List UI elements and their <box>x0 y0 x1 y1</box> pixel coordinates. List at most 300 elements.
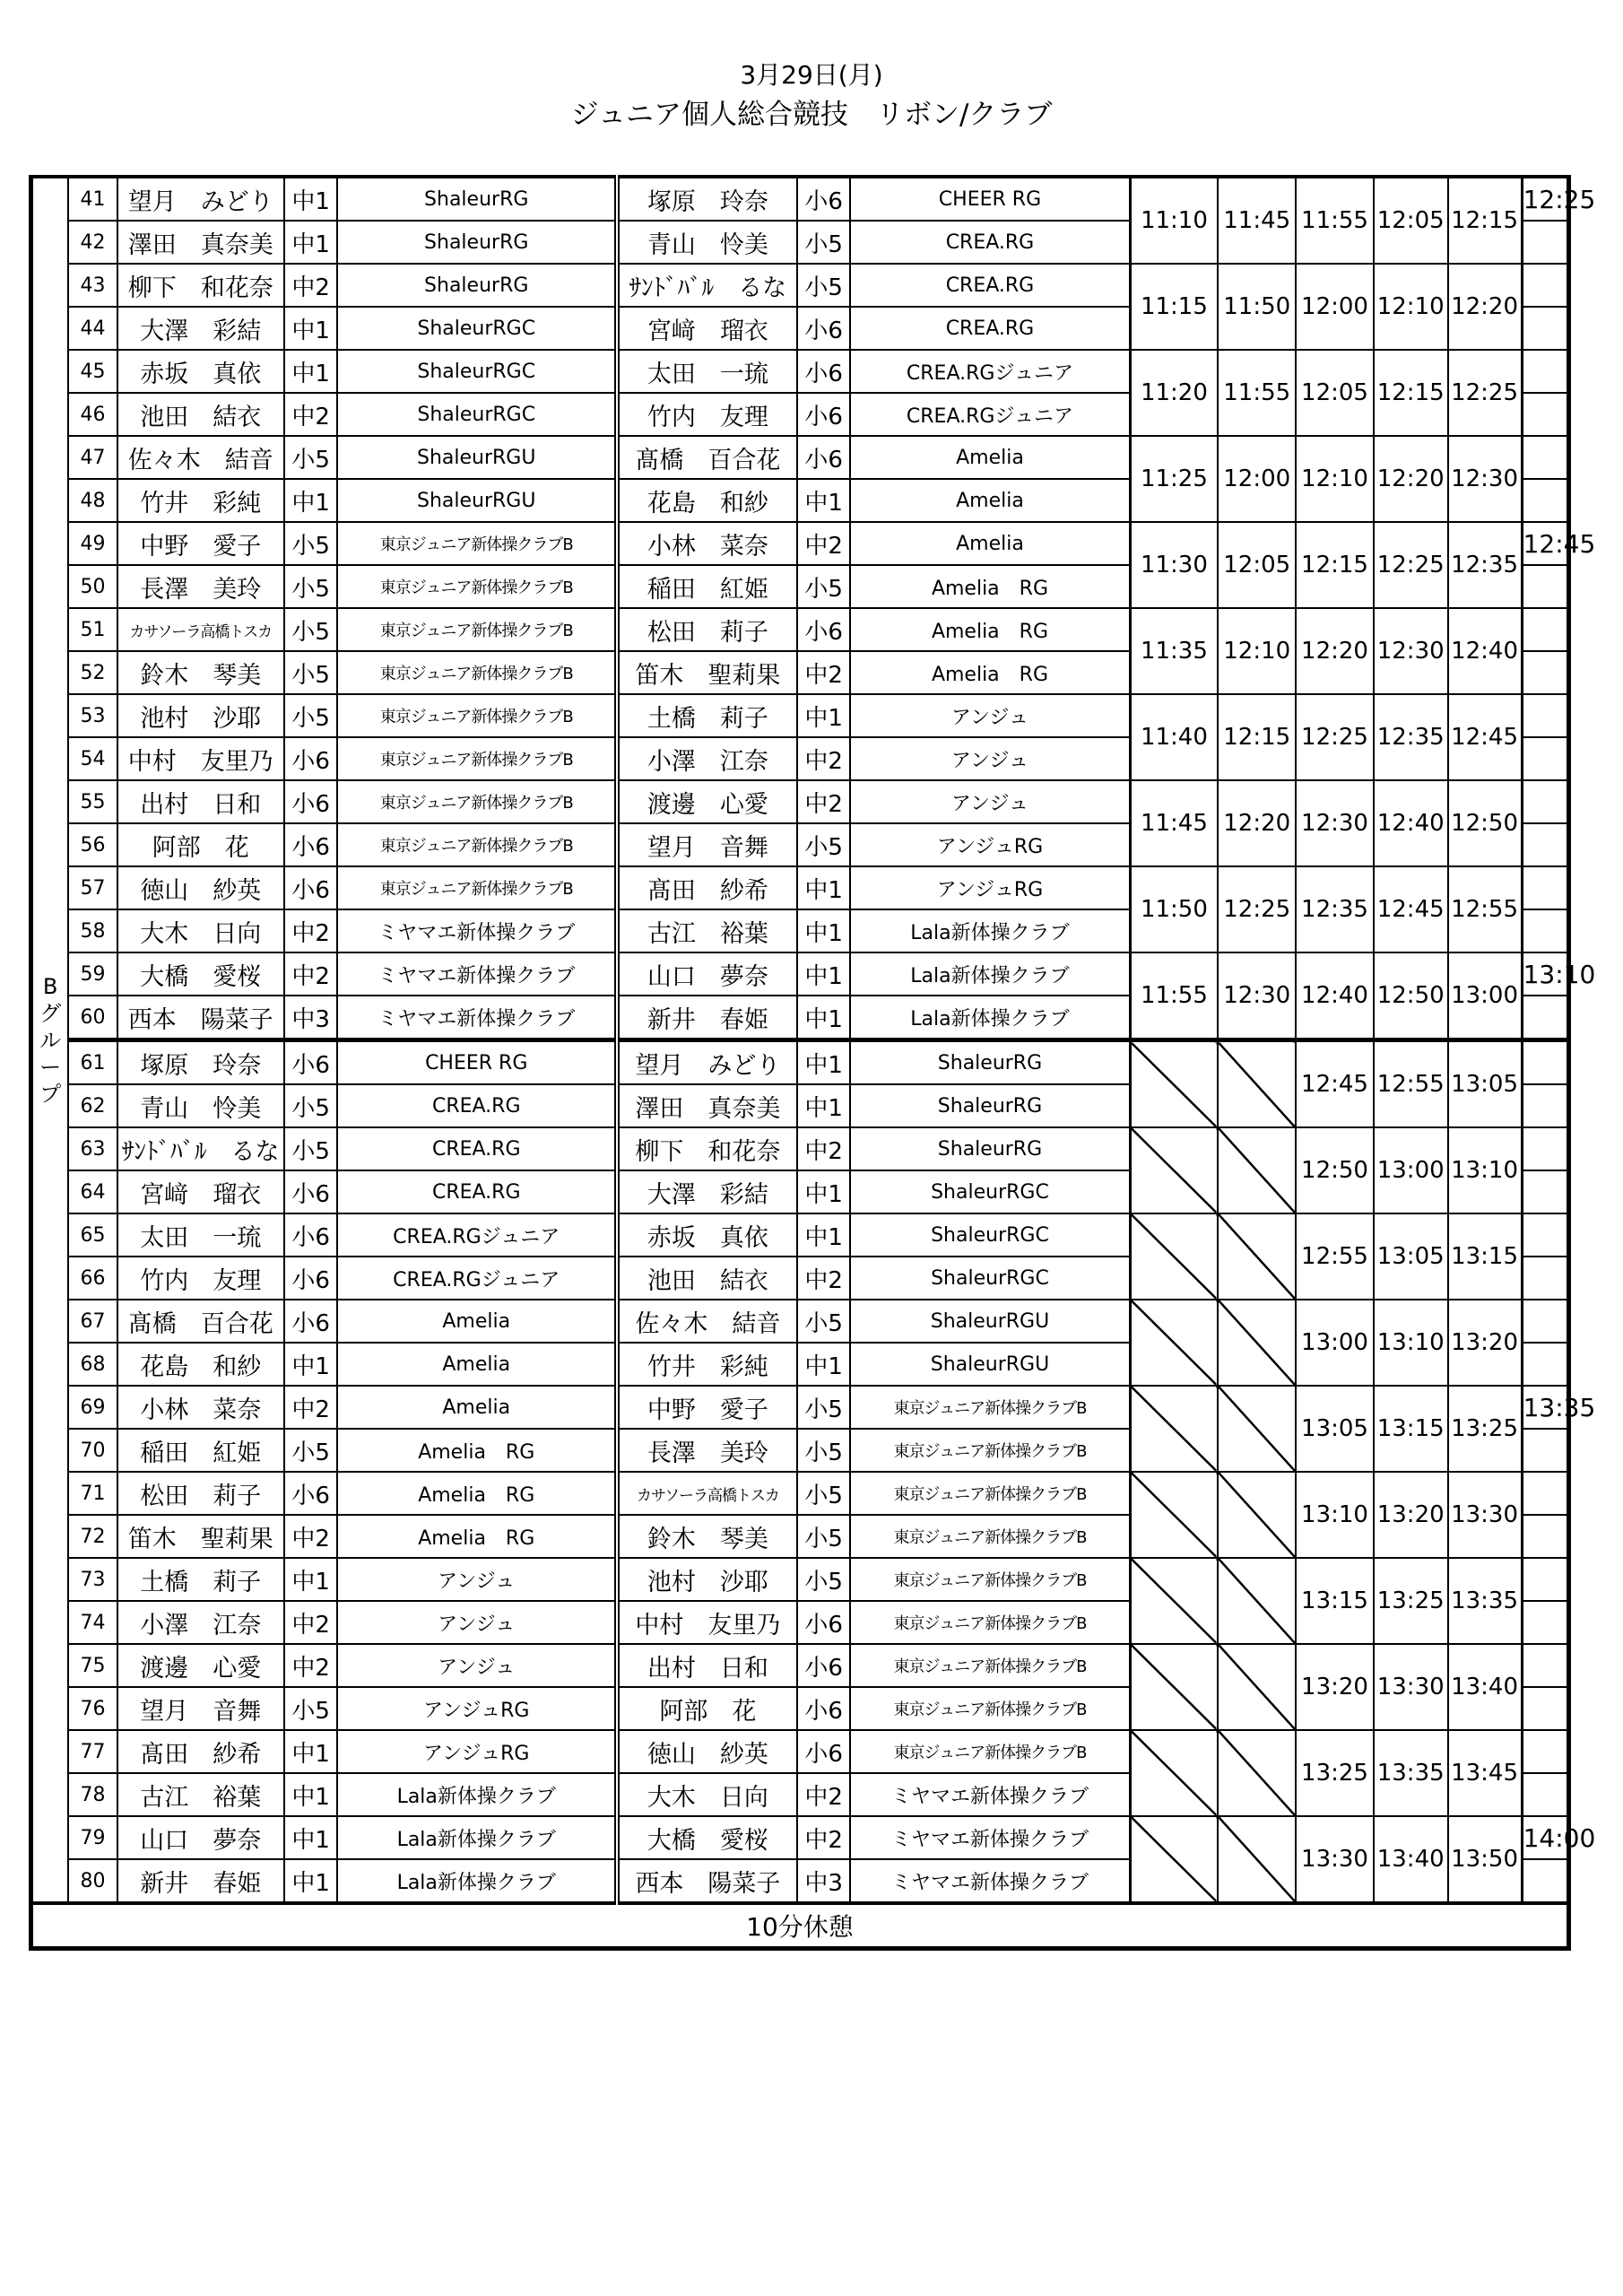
athlete-name-1: 宮﨑 瑠衣 <box>117 1170 284 1213</box>
club-1: 東京ジュニア新体操クラブB <box>337 608 617 651</box>
club-1: CREA.RG <box>337 1170 617 1213</box>
extra-time-cell <box>1522 1040 1568 1085</box>
time-cell: 13:30 <box>1448 1472 1523 1558</box>
time-cell: 11:45 <box>1130 780 1218 866</box>
grade-1: 中2 <box>284 952 338 996</box>
club-1: CHEER RG <box>337 1040 617 1085</box>
time-cell: 12:45 <box>1374 866 1448 952</box>
club-1: Lala新体操クラブ <box>337 1773 617 1816</box>
grade-2: 中3 <box>797 1859 851 1903</box>
extra-time-cell <box>1522 221 1568 264</box>
time-cell: 12:45 <box>1296 1040 1374 1128</box>
time-cell: 12:00 <box>1218 436 1296 522</box>
page-date: 3月29日(月) <box>740 60 883 90</box>
row-number: 72 <box>68 1515 117 1558</box>
athlete-name-1: 池田 結衣 <box>117 393 284 436</box>
grade-2: 中1 <box>797 1343 851 1386</box>
time-cell: 11:15 <box>1130 264 1218 350</box>
athlete-name-2: 髙田 紗希 <box>617 866 797 909</box>
club-1: 東京ジュニア新体操クラブB <box>337 522 617 565</box>
time-cell: 12:55 <box>1296 1213 1374 1300</box>
club-2: ミヤマエ新体操クラブ <box>850 1816 1130 1859</box>
time-cell: 12:25 <box>1296 694 1374 780</box>
club-1: CREA.RG <box>337 1084 617 1127</box>
table-row <box>31 177 1569 221</box>
time-cell: 13:35 <box>1374 1730 1448 1816</box>
time-cell: 13:05 <box>1296 1386 1374 1472</box>
athlete-name-2: 竹内 友理 <box>617 393 797 436</box>
time-cell: 13:00 <box>1448 952 1523 1040</box>
club-2: CREA.RG <box>850 264 1130 307</box>
athlete-name-2: ｻﾝﾄﾞﾊﾞﾙ るな <box>617 264 797 307</box>
club-2: 東京ジュニア新体操クラブB <box>850 1515 1130 1558</box>
club-2: 東京ジュニア新体操クラブB <box>850 1558 1130 1601</box>
extra-time-cell <box>1522 1084 1568 1127</box>
row-number: 67 <box>68 1300 117 1343</box>
extra-time-cell: 12:25 <box>1522 177 1568 221</box>
row-number: 58 <box>68 909 117 952</box>
grade-1: 小6 <box>284 1300 338 1343</box>
time-cell: 13:00 <box>1374 1127 1448 1213</box>
athlete-name-1: 髙橋 百合花 <box>117 1300 284 1343</box>
time-cell: 13:05 <box>1374 1213 1448 1300</box>
table-row <box>31 1730 1569 1773</box>
grade-2: 小5 <box>797 1386 851 1429</box>
time-cell: 13:30 <box>1296 1816 1374 1903</box>
athlete-name-2: 松田 莉子 <box>617 608 797 651</box>
extra-time-cell <box>1522 1343 1568 1386</box>
time-cell: 11:30 <box>1130 522 1218 608</box>
row-number: 52 <box>68 651 117 694</box>
table-row <box>31 1386 1569 1429</box>
group-label-cell <box>31 177 69 1903</box>
table-row <box>31 522 1569 565</box>
table-row <box>31 350 1569 393</box>
time-cell: 11:55 <box>1296 177 1374 264</box>
time-cell: 12:05 <box>1374 177 1448 264</box>
group-label-char: B <box>42 973 58 999</box>
athlete-name-1: 阿部 花 <box>117 823 284 866</box>
row-number: 68 <box>68 1343 117 1386</box>
grade-2: 小5 <box>797 264 851 307</box>
club-2: アンジュRG <box>850 823 1130 866</box>
table-row <box>31 952 1569 996</box>
athlete-name-1: 竹井 彩純 <box>117 479 284 522</box>
grade-2: 中1 <box>797 1084 851 1127</box>
athlete-name-2: 佐々木 結音 <box>617 1300 797 1343</box>
athlete-name-1: 徳山 紗英 <box>117 866 284 909</box>
extra-time-cell <box>1522 909 1568 952</box>
table-row <box>31 608 1569 651</box>
club-2: CREA.RG <box>850 221 1130 264</box>
grade-2: 小6 <box>797 436 851 479</box>
time-cell <box>1218 1300 1296 1386</box>
time-cell: 12:00 <box>1296 264 1374 350</box>
time-cell: 11:45 <box>1218 177 1296 264</box>
time-cell <box>1130 1644 1218 1730</box>
grade-2: 中1 <box>797 1040 851 1085</box>
time-cell: 12:50 <box>1374 952 1448 1040</box>
table-row <box>31 1300 1569 1343</box>
grade-1: 中2 <box>284 909 338 952</box>
row-number: 57 <box>68 866 117 909</box>
row-number: 42 <box>68 221 117 264</box>
time-cell: 13:15 <box>1448 1213 1523 1300</box>
time-cell: 11:10 <box>1130 177 1218 264</box>
grade-1: 小5 <box>284 522 338 565</box>
grade-2: 小5 <box>797 1515 851 1558</box>
athlete-name-1: 望月 音舞 <box>117 1687 284 1730</box>
grade-2: 中1 <box>797 694 851 737</box>
extra-time-cell <box>1522 1170 1568 1213</box>
table-row <box>31 1816 1569 1859</box>
athlete-name-2: 大木 日向 <box>617 1773 797 1816</box>
extra-time-cell <box>1522 1558 1568 1601</box>
club-2: Amelia <box>850 479 1130 522</box>
table-row <box>31 264 1569 307</box>
extra-time-cell <box>1522 1601 1568 1644</box>
club-1: Amelia <box>337 1300 617 1343</box>
time-cell: 13:30 <box>1374 1644 1448 1730</box>
club-2: Amelia RG <box>850 565 1130 608</box>
extra-time-cell: 12:45 <box>1522 522 1568 565</box>
club-1: ミヤマエ新体操クラブ <box>337 996 617 1040</box>
extra-time-cell <box>1522 1859 1568 1903</box>
row-number: 78 <box>68 1773 117 1816</box>
club-2: アンジュ <box>850 737 1130 780</box>
time-cell: 11:50 <box>1218 264 1296 350</box>
time-cell: 13:35 <box>1448 1558 1523 1644</box>
extra-time-cell <box>1522 1730 1568 1773</box>
time-cell <box>1130 1816 1218 1903</box>
table-row <box>31 1213 1569 1257</box>
grade-2: 中1 <box>797 479 851 522</box>
athlete-name-1: 新井 春姫 <box>117 1859 284 1903</box>
club-2: ShaleurRGU <box>850 1300 1130 1343</box>
athlete-name-2: 宮﨑 瑠衣 <box>617 307 797 350</box>
extra-time-cell <box>1522 780 1568 823</box>
athlete-name-1: 渡邊 心愛 <box>117 1644 284 1687</box>
schedule-body <box>31 177 1596 1949</box>
extra-time-cell: 13:10 <box>1522 952 1568 996</box>
club-2: CREA.RGジュニア <box>850 393 1130 436</box>
athlete-name-2: 柳下 和花奈 <box>617 1127 797 1170</box>
grade-2: 小6 <box>797 393 851 436</box>
grade-1: 小6 <box>284 1472 338 1515</box>
extra-time-cell <box>1522 1127 1568 1170</box>
row-number: 41 <box>68 177 117 221</box>
grade-1: 小6 <box>284 1040 338 1085</box>
club-1: アンジュRG <box>337 1730 617 1773</box>
athlete-name-2: 池田 結衣 <box>617 1257 797 1300</box>
grade-2: 中2 <box>797 780 851 823</box>
extra-time-cell <box>1522 823 1568 866</box>
time-cell: 12:40 <box>1374 780 1448 866</box>
athlete-name-1: 稲田 紅姫 <box>117 1429 284 1472</box>
extra-time-cell <box>1522 694 1568 737</box>
athlete-name-1: 松田 莉子 <box>117 1472 284 1515</box>
row-number: 56 <box>68 823 117 866</box>
grade-2: 小5 <box>797 1300 851 1343</box>
athlete-name-2: 長澤 美玲 <box>617 1429 797 1472</box>
club-2: Lala新体操クラブ <box>850 996 1130 1040</box>
time-cell: 12:35 <box>1374 694 1448 780</box>
time-cell <box>1130 1472 1218 1558</box>
row-number: 46 <box>68 393 117 436</box>
time-cell: 12:45 <box>1448 694 1523 780</box>
grade-2: 小5 <box>797 1472 851 1515</box>
grade-2: 中1 <box>797 1170 851 1213</box>
club-2: Lala新体操クラブ <box>850 909 1130 952</box>
athlete-name-1: 小澤 江奈 <box>117 1601 284 1644</box>
time-cell: 13:25 <box>1374 1558 1448 1644</box>
row-number: 66 <box>68 1257 117 1300</box>
row-number: 54 <box>68 737 117 780</box>
extra-time-cell <box>1522 1644 1568 1687</box>
club-1: Amelia RG <box>337 1515 617 1558</box>
extra-time-cell: 13:35 <box>1522 1386 1568 1429</box>
time-cell: 13:10 <box>1296 1472 1374 1558</box>
grade-2: 小5 <box>797 221 851 264</box>
row-number: 51 <box>68 608 117 651</box>
grade-1: 中1 <box>284 307 338 350</box>
row-number: 80 <box>68 1859 117 1903</box>
time-cell: 12:30 <box>1448 436 1523 522</box>
athlete-name-1: ｻﾝﾄﾞﾊﾞﾙ るな <box>117 1127 284 1170</box>
athlete-name-1: 池村 沙耶 <box>117 694 284 737</box>
club-1: CREA.RG <box>337 1127 617 1170</box>
extra-time-cell <box>1522 1300 1568 1343</box>
grade-2: 中1 <box>797 996 851 1040</box>
athlete-name-1: 出村 日和 <box>117 780 284 823</box>
athlete-name-1: 西本 陽菜子 <box>117 996 284 1040</box>
club-2: ShaleurRGC <box>850 1170 1130 1213</box>
time-cell <box>1130 1730 1218 1816</box>
club-1: 東京ジュニア新体操クラブB <box>337 780 617 823</box>
club-2: CREA.RGジュニア <box>850 350 1130 393</box>
time-cell <box>1130 1127 1218 1213</box>
row-number: 64 <box>68 1170 117 1213</box>
club-1: Amelia RG <box>337 1429 617 1472</box>
club-1: Lala新体操クラブ <box>337 1816 617 1859</box>
club-2: ShaleurRGU <box>850 1343 1130 1386</box>
row-number: 50 <box>68 565 117 608</box>
grade-2: 小6 <box>797 350 851 393</box>
grade-1: 中1 <box>284 1816 338 1859</box>
row-number: 75 <box>68 1644 117 1687</box>
time-cell: 13:15 <box>1296 1558 1374 1644</box>
extra-time-cell <box>1522 307 1568 350</box>
club-1: 東京ジュニア新体操クラブB <box>337 651 617 694</box>
row-number: 65 <box>68 1213 117 1257</box>
table-row <box>31 1644 1569 1687</box>
time-cell: 12:15 <box>1448 177 1523 264</box>
time-cell: 13:20 <box>1448 1300 1523 1386</box>
time-cell: 12:30 <box>1296 780 1374 866</box>
time-cell <box>1130 1213 1218 1300</box>
grade-1: 中1 <box>284 1773 338 1816</box>
row-number: 63 <box>68 1127 117 1170</box>
time-cell: 12:40 <box>1296 952 1374 1040</box>
extra-time-cell <box>1522 608 1568 651</box>
time-cell: 13:05 <box>1448 1040 1523 1128</box>
athlete-name-2: 鈴木 琴美 <box>617 1515 797 1558</box>
athlete-name-2: 古江 裕葉 <box>617 909 797 952</box>
row-number: 60 <box>68 996 117 1040</box>
extra-time-cell <box>1522 651 1568 694</box>
extra-time-cell <box>1522 737 1568 780</box>
grade-1: 中1 <box>284 1859 338 1903</box>
extra-time-cell: 14:00 <box>1522 1816 1568 1859</box>
time-cell: 12:25 <box>1448 350 1523 436</box>
club-2: ShaleurRGC <box>850 1257 1130 1300</box>
row-number: 55 <box>68 780 117 823</box>
athlete-name-2: 中野 愛子 <box>617 1386 797 1429</box>
grade-1: 小6 <box>284 1257 338 1300</box>
grade-2: 小6 <box>797 1730 851 1773</box>
time-cell: 11:20 <box>1130 350 1218 436</box>
athlete-name-1: 赤坂 真依 <box>117 350 284 393</box>
row-number: 61 <box>68 1040 117 1085</box>
grade-1: 小6 <box>284 1213 338 1257</box>
time-cell: 12:20 <box>1296 608 1374 694</box>
group-label-char: ー <box>39 1054 62 1080</box>
break-label: 10分休憩 <box>31 1903 1569 1949</box>
club-1: 東京ジュニア新体操クラブB <box>337 737 617 780</box>
athlete-name-2: 髙橋 百合花 <box>617 436 797 479</box>
time-cell: 12:35 <box>1296 866 1374 952</box>
athlete-name-1: 土橋 莉子 <box>117 1558 284 1601</box>
club-1: ShaleurRGU <box>337 479 617 522</box>
club-1: 東京ジュニア新体操クラブB <box>337 565 617 608</box>
club-1: ShaleurRG <box>337 221 617 264</box>
grade-1: 中2 <box>284 1601 338 1644</box>
time-cell: 12:25 <box>1374 522 1448 608</box>
time-cell: 13:10 <box>1374 1300 1448 1386</box>
grade-1: 小5 <box>284 1127 338 1170</box>
row-number: 44 <box>68 307 117 350</box>
club-1: 東京ジュニア新体操クラブB <box>337 866 617 909</box>
club-2: ShaleurRGC <box>850 1213 1130 1257</box>
grade-1: 中2 <box>284 1515 338 1558</box>
time-cell: 12:15 <box>1374 350 1448 436</box>
extra-time-cell <box>1522 479 1568 522</box>
time-cell <box>1218 1730 1296 1816</box>
table-row <box>31 780 1569 823</box>
club-2: CHEER RG <box>850 177 1130 221</box>
grade-1: 中1 <box>284 479 338 522</box>
athlete-name-2: 池村 沙耶 <box>617 1558 797 1601</box>
time-cell: 13:50 <box>1448 1816 1523 1903</box>
time-cell: 13:25 <box>1448 1386 1523 1472</box>
grade-1: 中2 <box>284 393 338 436</box>
athlete-name-1: 青山 怜美 <box>117 1084 284 1127</box>
time-cell: 12:20 <box>1448 264 1523 350</box>
grade-2: 小5 <box>797 1429 851 1472</box>
athlete-name-2: 渡邊 心愛 <box>617 780 797 823</box>
athlete-name-1: 佐々木 結音 <box>117 436 284 479</box>
athlete-name-2: 土橋 莉子 <box>617 694 797 737</box>
row-number: 70 <box>68 1429 117 1472</box>
club-1: ShaleurRGU <box>337 436 617 479</box>
time-cell: 11:55 <box>1218 350 1296 436</box>
athlete-name-2: 塚原 玲奈 <box>617 177 797 221</box>
grade-2: 中2 <box>797 522 851 565</box>
grade-2: 中1 <box>797 1213 851 1257</box>
athlete-name-1: 古江 裕葉 <box>117 1773 284 1816</box>
time-cell: 12:15 <box>1218 694 1296 780</box>
time-cell: 11:40 <box>1130 694 1218 780</box>
extra-time-cell <box>1522 1429 1568 1472</box>
row-number: 45 <box>68 350 117 393</box>
athlete-name-1: 長澤 美玲 <box>117 565 284 608</box>
grade-1: 小5 <box>284 1429 338 1472</box>
club-2: ShaleurRG <box>850 1040 1130 1085</box>
club-1: アンジュ <box>337 1644 617 1687</box>
row-number: 62 <box>68 1084 117 1127</box>
athlete-name-2: カサソーラ高橋トスカ <box>617 1472 797 1515</box>
club-1: Amelia <box>337 1386 617 1429</box>
club-1: ミヤマエ新体操クラブ <box>337 952 617 996</box>
time-cell: 13:25 <box>1296 1730 1374 1816</box>
athlete-name-2: 花島 和紗 <box>617 479 797 522</box>
time-cell: 12:05 <box>1296 350 1374 436</box>
time-cell <box>1218 1040 1296 1128</box>
time-cell: 13:00 <box>1296 1300 1374 1386</box>
club-1: アンジュ <box>337 1558 617 1601</box>
extra-time-cell <box>1522 1257 1568 1300</box>
athlete-name-2: 小澤 江奈 <box>617 737 797 780</box>
row-number: 77 <box>68 1730 117 1773</box>
club-1: ShaleurRG <box>337 177 617 221</box>
time-cell: 11:50 <box>1130 866 1218 952</box>
athlete-name-2: 稲田 紅姫 <box>617 565 797 608</box>
grade-1: 小5 <box>284 651 338 694</box>
row-number: 79 <box>68 1816 117 1859</box>
time-cell: 12:10 <box>1374 264 1448 350</box>
club-2: Amelia <box>850 522 1130 565</box>
extra-time-cell <box>1522 996 1568 1040</box>
row-number: 74 <box>68 1601 117 1644</box>
athlete-name-1: 望月 みどり <box>117 177 284 221</box>
page-title: ジュニア個人総合競技 リボン/クラブ <box>570 99 1053 131</box>
athlete-name-2: 赤坂 真依 <box>617 1213 797 1257</box>
athlete-name-1: 竹内 友理 <box>117 1257 284 1300</box>
athlete-name-1: 髙田 紗希 <box>117 1730 284 1773</box>
grade-1: 中1 <box>284 350 338 393</box>
grade-1: 小6 <box>284 1170 338 1213</box>
time-cell: 11:55 <box>1130 952 1218 1040</box>
club-1: Amelia RG <box>337 1472 617 1515</box>
time-cell <box>1218 1816 1296 1903</box>
grade-1: 小6 <box>284 737 338 780</box>
grade-1: 中2 <box>284 264 338 307</box>
grade-2: 中1 <box>797 952 851 996</box>
row-number: 48 <box>68 479 117 522</box>
row-number: 59 <box>68 952 117 996</box>
grade-2: 小5 <box>797 1558 851 1601</box>
athlete-name-2: 西本 陽菜子 <box>617 1859 797 1903</box>
time-cell <box>1130 1300 1218 1386</box>
time-cell: 12:20 <box>1218 780 1296 866</box>
grade-2: 小6 <box>797 307 851 350</box>
club-2: アンジュ <box>850 694 1130 737</box>
athlete-name-1: 大澤 彩結 <box>117 307 284 350</box>
club-2: 東京ジュニア新体操クラブB <box>850 1644 1130 1687</box>
extra-time-cell <box>1522 1687 1568 1730</box>
athlete-name-2: 大橋 愛桜 <box>617 1816 797 1859</box>
time-cell: 12:30 <box>1218 952 1296 1040</box>
